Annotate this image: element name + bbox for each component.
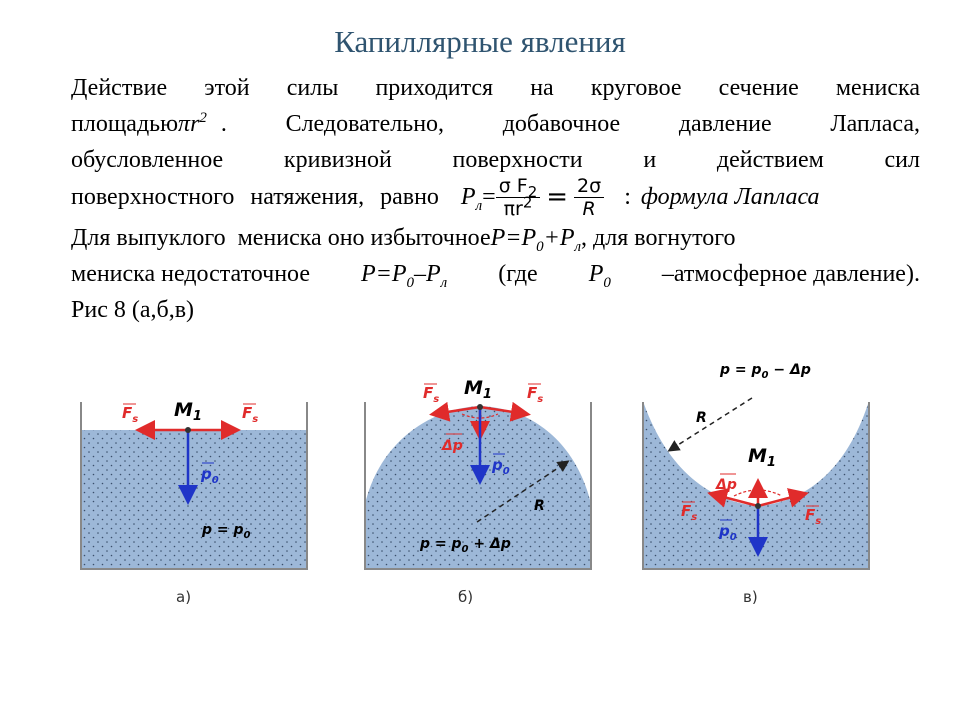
svg-text:Fs: $F_s$	[423, 384, 440, 405]
svg-text:Fs: $F_s$	[122, 404, 139, 425]
svg-text:p = p0: $p = p_0$	[202, 522, 251, 541]
radius-line	[670, 398, 752, 450]
paragraph-line-4: поверхностного натяжения, равно $P_л$ = $\frac{\sigma F_2}{\pi r^2}$ = $\frac{2\sigma}{R}$ : формула Лапласа	[71, 174, 820, 220]
caption-a: а)	[176, 588, 192, 606]
svg-text:M1: $M_1$	[174, 399, 202, 424]
svg-text:Fs: $F_s$	[681, 502, 698, 523]
figure-c-concave-meniscus	[640, 350, 872, 575]
svg-text:p0: $p_0$	[201, 465, 219, 486]
svg-text:M1: $M_1$	[748, 445, 776, 470]
svg-text:M1: $M_1$	[464, 377, 492, 402]
svg-text:p = p0 + Δp: $p = p_0 + \Delta p$	[420, 536, 511, 555]
laplace-fraction-2: $\frac{2\sigma}{R}$	[574, 175, 604, 220]
paragraph-line-2: площадью $\pi r^2$ . Следовательно, добавочное давление Лапласа,	[71, 110, 920, 137]
svg-text:Fs: $F_s$	[805, 506, 822, 527]
caption-c: в)	[743, 588, 758, 606]
caption-b: б)	[458, 588, 474, 606]
figure-a-flat-meniscus	[78, 350, 310, 575]
svg-text:Fs: $F_s$	[527, 384, 544, 405]
svg-text:Δp: Δp	[442, 438, 463, 454]
svg-text:p0: $p_0$	[719, 522, 737, 543]
page-title: Капиллярные явления	[334, 24, 626, 59]
paragraph-line-3: обусловленное кривизной поверхности и действием сил	[71, 147, 920, 173]
svg-text:R: R	[696, 410, 707, 426]
paragraph-line-6: мениска недостаточное $P=P_0-P_л$ (где $P_0$ –атмосферное давление).	[71, 261, 920, 291]
point-m1	[185, 427, 191, 433]
paragraph-line-7: Рис 8 (а,б,в)	[71, 297, 195, 323]
point-m1	[477, 404, 483, 410]
liquid	[644, 404, 868, 568]
svg-text:R: R	[534, 498, 545, 514]
svg-text:p = p0 − Δp: $p = p_0 - \Delta p$	[720, 362, 811, 381]
svg-text:p0: $p_0$	[492, 456, 510, 477]
liquid	[82, 430, 306, 568]
laplace-fraction-1: $\frac{\sigma F_2}{\pi r^2}$	[496, 175, 541, 220]
svg-text:Δp: Δp	[716, 477, 737, 493]
svg-text:Fs: $F_s$	[242, 404, 259, 425]
point-m1	[755, 503, 761, 509]
figure-b-convex-meniscus	[362, 350, 594, 575]
paragraph-line-1: Действие этой силы приходится на круговое сечение мениска	[71, 75, 920, 101]
paragraph-line-5: Для выпуклого мениска оно избыточное $P=P_0+P_л$ , для вогнутого	[71, 225, 736, 255]
